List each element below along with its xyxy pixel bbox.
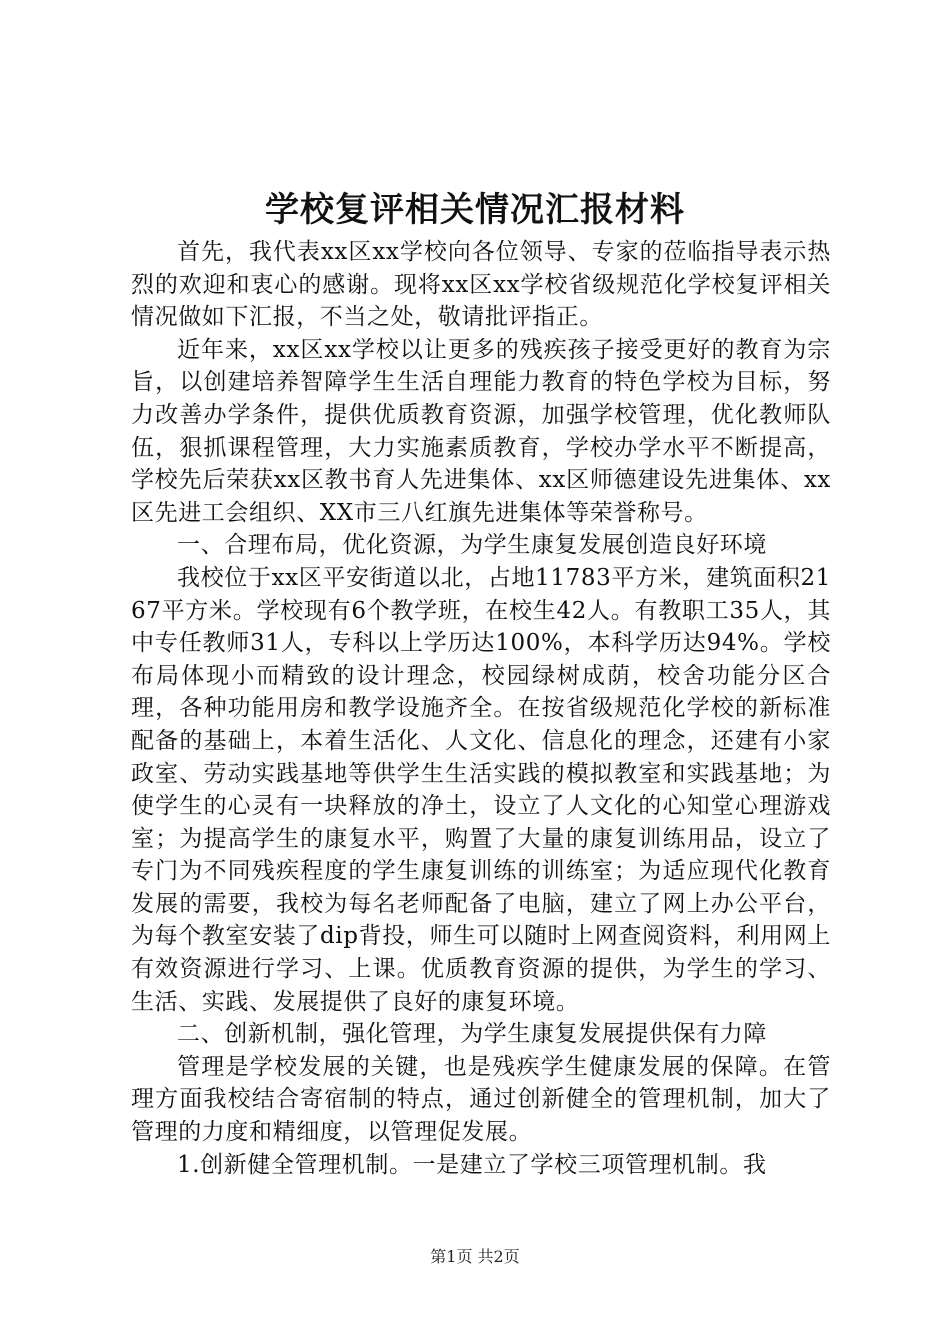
paragraph-section-2: 管理是学校发展的关键，也是残疾学生健康发展的保障。在管理方面我校结合寄宿制的特点，通过创新健全的管理机制，加大了管理的力度和精细度，以管理促发展。: [131, 1053, 831, 1146]
page-footer: 第1页 共2页: [430, 1247, 520, 1266]
section-heading-1: 一、合理布局，优化资源，为学生康复发展创造良好环境: [177, 532, 767, 559]
document-title: 学校复评相关情况汇报材料: [265, 190, 685, 230]
paragraph-subsection-1: 1.创新健全管理机制。一是建立了学校三项管理机制。我: [177, 1151, 767, 1178]
paragraph-opening: 首先，我代表xx区xx学校向各位领导、专家的莅临指导表示热烈的欢迎和衷心的感谢。现将xx区xx学校省级规范化学校复评相关情况做如下汇报，不当之处，敬请批评指正。: [131, 239, 831, 331]
section-heading-2: 二、创新机制，强化管理，为学生康复发展提供保有力障: [177, 1021, 767, 1048]
paragraph-section-1: 我校位于xx区平安街道以北，占地11783平方米，建筑面积2167平方米。学校现有6个教学班，在校生42人。有教职工35人，其中专任教师31人，专科以上学历达100%，本科学历达94%。学校布局体现小而精致的设计理念，校园绿树成荫，校舍功能分区合理，各种功能用房和教学设施齐全。在按省级规范化学校的新标准配备的基础上，本着生活化、人文化、信息化的理念，还建有小家政室、劳动实践基地等供学生生活实践的模拟教室和实践基地；为使学生的心灵有一块释放的净土，设立了人文化的心知堂心理游戏室；为提高学生的康复水平，购置了大量的康复训练用品，设立了专门为不同残疾程度的学生康复训练的训练室；为适应现代化教育发展的需要，我校为每名老师配备了电脑，建立了网上办公平台，为每个教室安装了dip背投，师生可以随时上网查阅资料，利用网上有效资源进行学习、上课。优质教育资源的提供，为学生的学习、生活、实践、发展提供了良好的康复环境。: [131, 564, 831, 1015]
document-body: [131, 236, 831, 1181]
paragraph-overview: 近年来，xx区xx学校以让更多的残疾孩子接受更好的教育为宗旨，以创建培养智障学生生活自理能力教育的特色学校为目标，努力改善办学条件，提供优质教育资源，加强学校管理，优化教师队伍，狠抓课程管理，大力实施素质教育，学校办学水平不断提高，学校先后荣获xx区教书育人先进集体、xx区师德建设先进集体、xx区先进工会组织、XX市三八红旗先进集体等荣誉称号。: [131, 336, 831, 526]
